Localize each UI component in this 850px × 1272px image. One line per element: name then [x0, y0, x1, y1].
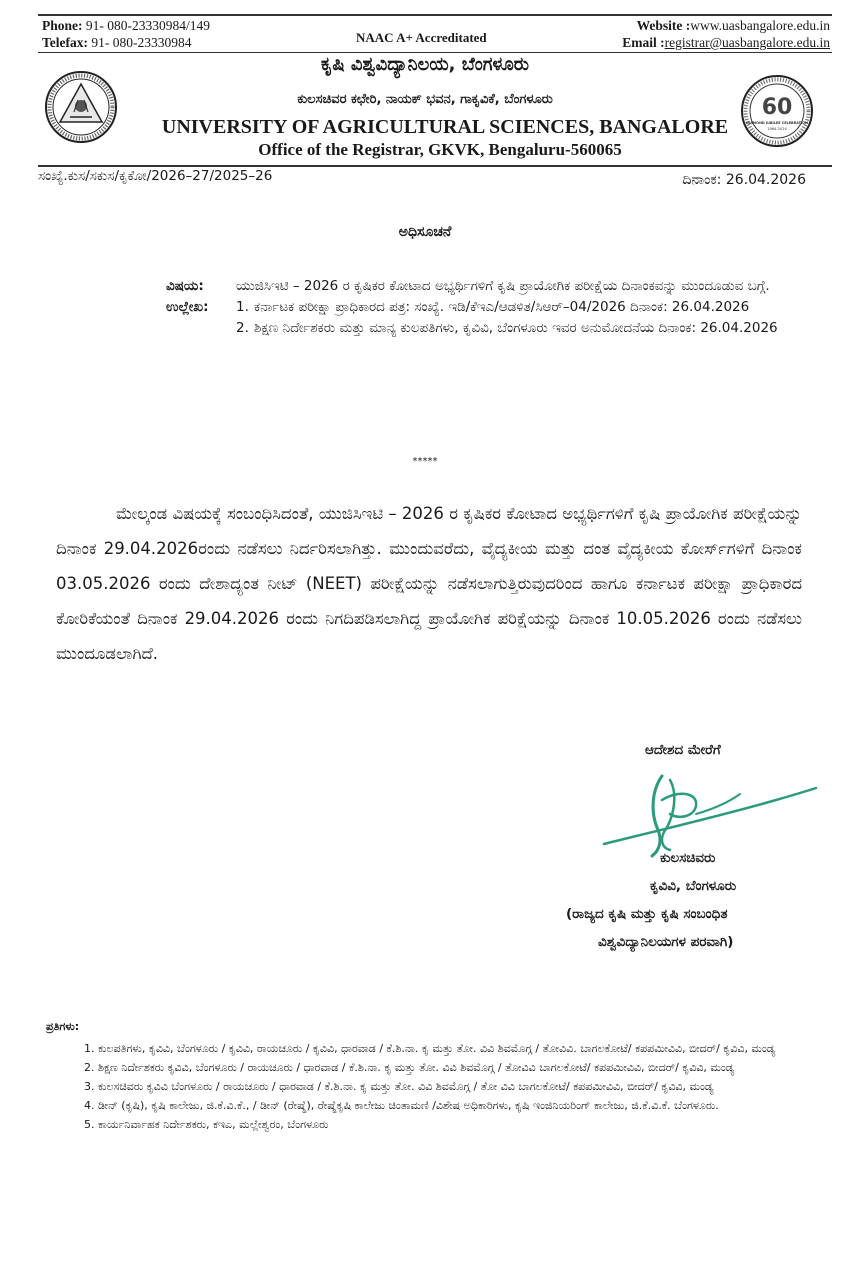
- copy-recipient: 1. ಕುಲಪತಿಗಳು, ಕೃವಿವಿ, ಬೆಂಗಳೂರು / ಕೃವಿವಿ, ರಾಯಚೂರು / ಕೃವಿವಿ, ಧಾರವಾಡ / ಕೆ.ಶಿ.ನಾ. ಕೃ ಮತ್ತು ತೋ. ವಿವಿ ಶಿವಮೊಗ್ಗ / ತೋವಿವಿ. ಬಾಗಲಕೋಟೆ/ ಕಪಪಮೀವಿವಿ, ಬೀದರ್/ ಕೃವಿವಿ, ಮಂಡ್ಯ: [98, 1040, 826, 1057]
- phone-value: 91- 080-23330984/149: [85, 18, 210, 33]
- handwritten-signature-icon: [600, 770, 820, 860]
- document-date: ದಿನಾಂಕ: 26.04.2026: [682, 172, 806, 188]
- notice-title: ಅಧಿಸೂಚನೆ: [398, 224, 452, 240]
- separator: *****: [412, 456, 438, 467]
- jubilee-caption: DIAMOND JUBILEE CELEBRATION: [746, 121, 808, 125]
- reference-item: [236, 318, 806, 339]
- accreditation: NAAC A+ Accreditated: [356, 30, 487, 45]
- signatory-designation: ಕುಲಸಚಿವರು: [660, 850, 716, 866]
- reference-item: [236, 297, 806, 318]
- contact-right: [622, 17, 830, 51]
- telefax-label: Telefax:: [42, 35, 88, 50]
- telefax-value: 91- 080-23330984: [91, 35, 192, 50]
- subject-label: ವಿಷಯ:: [166, 278, 204, 294]
- reference-num: 2.: [236, 320, 249, 336]
- diamond-jubilee-logo-icon: [740, 74, 814, 148]
- subject-row: [166, 276, 806, 297]
- subject-text: ಯುಜಿಸಿಇಟಿ – 2026 ರ ಕೃಷಿಕರ ಕೋಟಾದ ಅಭ್ಯರ್ಥಿಗಳಿಗೆ ಕೃಷಿ ಪ್ರಾಯೋಗಿಕ ಪರೀಕ್ಷೆಯ ದಿನಾಂಕವನ್ನು ಮುಂದೂಡುವ ಬಗ್ಗೆ.: [236, 278, 770, 294]
- copies-heading: ಪ್ರತಿಗಳು:: [46, 1020, 80, 1033]
- contact-left: [42, 17, 210, 51]
- website-link[interactable]: www.uasbangalore.edu.in: [690, 18, 830, 33]
- university-emblem-icon: [44, 70, 118, 144]
- reference-row: [166, 297, 806, 339]
- university-name-english: UNIVERSITY OF AGRICULTURAL SCIENCES, BANGALORE: [161, 116, 729, 138]
- reference-list: [236, 297, 806, 339]
- contact-strip: [38, 14, 832, 53]
- email-link[interactable]: registrar@uasbangalore.edu.in: [664, 35, 830, 50]
- reference-label: ಉಲ್ಲೇಖ:: [166, 299, 209, 315]
- on-behalf-line-1: (ರಾಜ್ಯದ ಕೃಷಿ ಮತ್ತು ಕೃಷಿ ಸಂಬಂಧಿತ: [566, 906, 728, 922]
- subject-block: [166, 276, 806, 339]
- reference-number: ಸಂಖ್ಯೆ.ಕುಸ/ಸಕುಸ/ಕೃಕೋ/2026–27/2025–26: [38, 168, 273, 184]
- copies-block: [46, 1018, 826, 1135]
- office-address-english: Office of the Registrar, GKVK, Bengaluru-560065: [258, 140, 622, 159]
- reference-text: ಶಿಕ್ಷಣ ನಿರ್ದೇಶಕರು ಮತ್ತು ಮಾನ್ಯ ಕುಲಪತಿಗಳು, ಕೃವಿವಿ, ಬೆಂಗಳೂರು ಇವರ ಅನುಮೋದನೆಯ ದಿನಾಂಕ: 26.04.2026: [254, 320, 778, 336]
- phone-label: Phone:: [42, 18, 83, 33]
- notice-body: ಮೇಲ್ಕಂಡ ವಿಷಯಕ್ಕೆ ಸಂಬಂಧಿಸಿದಂತೆ, ಯುಜಿಸಿಇಟಿ – 2026 ರ ಕೃಷಿಕರ ಕೋಟಾದ ಅಭ್ಯರ್ಥಿಗಳಿಗೆ ಕೃಷಿ ಪ್ರಾಯೋಗಿಕ ಪರೀಕ್ಷೆಯನ್ನು ದಿನಾಂಕ 29.04.2026ರಂದು ನಡೆಸಲು ನಿರ್ದರಿಸಲಾಗಿತ್ತು. ಮುಂದುವರೆದು, ವೈದ್ಯಕೀಯ ಮತ್ತು ದಂತ ವೈದ್ಯಕೀಯ ಕೋರ್ಸ್‌ಗಳಿಗೆ ದಿನಾಂಕ 03.05.2026 ರಂದು ದೇಶಾದ್ಯಂತ ನೀಟ್ (NEET) ಪರೀಕ್ಷೆಯನ್ನು ನಡೆಸಲಾಗುತ್ತಿರುವುದರಿಂದ ಹಾಗೂ ಕರ್ನಾಟಕ ಪರೀಕ್ಷಾ ಪ್ರಾಧಿಕಾರದ ಕೋರಿಕೆಯಂತೆ ದಿನಾಂಕ 29.04.2026 ರಂದು ನಿಗದಿಪಡಿಸಲಾಗಿದ್ದ ಪ್ರಾಯೋಗಿಕ ಪರಿಕ್ಷೆಯನ್ನು ದಿನಾಂಕ 10.05.2026 ರಂದು ನಡೆಸಲು ಮುಂದೂಡಲಾಗಿದೆ.: [56, 504, 802, 663]
- order-line: ಆದೇಶದ ಮೇರೆಗೆ: [645, 742, 721, 758]
- reference-text: ಕರ್ನಾಟಕ ಪರೀಕ್ಷಾ ಪ್ರಾಧಿಕಾರದ ಪತ್ರ: ಸಂಖ್ಯೆ. ಇಡಿ/ಕೆಇಎ/ಆಡಳಿತ/ಸಿಆರ್–04/2026 ದಿನಾಂಕ: 26.04.2026: [254, 299, 750, 315]
- office-address-kannada: ಕುಲಸಚಿವರ ಕಛೇರಿ, ನಾಯಕ್ ಭವನ, ಗಾಕೃವಿಕೆ, ಬೆಂಗಳೂರು: [297, 92, 553, 107]
- copy-recipient: 3. ಕುಲಸಚಿವರು ಕೃವಿವಿ ಬೆಂಗಳೂರು / ರಾಯಚೂರು / ಧಾರವಾಡ / ಕೆ.ಶಿ.ನಾ. ಕೃ ಮತ್ತು ತೋ. ವಿವಿ ಶಿವಮೊಗ್ಗ / ತೋ ವಿವಿ ಬಾಗಲಕೋಟೆ/ ಕಪಪಮೀವಿವಿ, ಬೀದರ್/ ಕೃವಿವಿ, ಮಂಡ್ಯ: [98, 1078, 826, 1095]
- copy-recipient: 5. ಕಾರ್ಯನಿರ್ವಾಹಕ ನಿರ್ದೇಶಕರು, ಕಇಎ, ಮಲ್ಲೇಶ್ವರಂ, ಬೆಂಗಳೂರು: [98, 1116, 826, 1133]
- on-behalf-line-2: ವಿಶ್ವವಿದ್ಯಾನಿಲಯಗಳ ಪರವಾಗಿ): [598, 934, 734, 950]
- website-label: Website :: [636, 18, 691, 33]
- university-name-kannada: ಕೃಷಿ ವಿಶ್ವವಿದ್ಯಾನಿಲಯ, ಬೆಂಗಳೂರು: [321, 54, 529, 75]
- jubilee-numeral: 60: [761, 95, 793, 120]
- signatory-institution: ಕೃವಿವಿ, ಬೆಂಗಳೂರು: [650, 878, 737, 894]
- copy-recipient: 2. ಶಿಕ್ಷಣ ನಿರ್ದೇಶಕರು ಕೃವಿವಿ, ಬೆಂಗಳೂರು / ರಾಯಚೂರು / ಧಾರವಾಡ / ಕೆ.ಶಿ.ನಾ. ಕೃ ಮತ್ತು ತೋ. ವಿವಿ ಶಿವಮೊಗ್ಗ / ತೋವಿವಿ ಬಾಗಲಕೋಟೆ/ ಕಪಪಮೀವಿವಿ, ಬೀದರ್/ ಕೃವಿವಿ, ಮಂಡ್ಯ: [98, 1059, 826, 1076]
- header-divider: [38, 165, 832, 167]
- copies-list: [46, 1040, 826, 1133]
- email-label: Email :: [622, 35, 665, 50]
- copy-recipient: 4. ಡೀನ್ (ಕೃಷಿ), ಕೃಷಿ ಕಾಲೇಜು, ಜಿ.ಕೆ.ವಿ.ಕೆ., / ಡೀನ್ (ರೇಷ್ಮೆ), ರೇಷ್ಮೆಕೃಷಿ ಕಾಲೇಜು ಚಿಂತಾಮಣಿ /ವಿಶೇಷ ಅಧಿಕಾರಿಗಳು, ಕೃಷಿ ಇಂಜಿನಿಯರಿಂಗ್ ಕಾಲೇಜು, ಜಿ.ಕೆ.ವಿ.ಕೆ. ಬೆಂಗಳೂರು.: [98, 1097, 826, 1114]
- reference-num: 1.: [236, 299, 249, 315]
- jubilee-years: 1964-2024: [767, 127, 787, 131]
